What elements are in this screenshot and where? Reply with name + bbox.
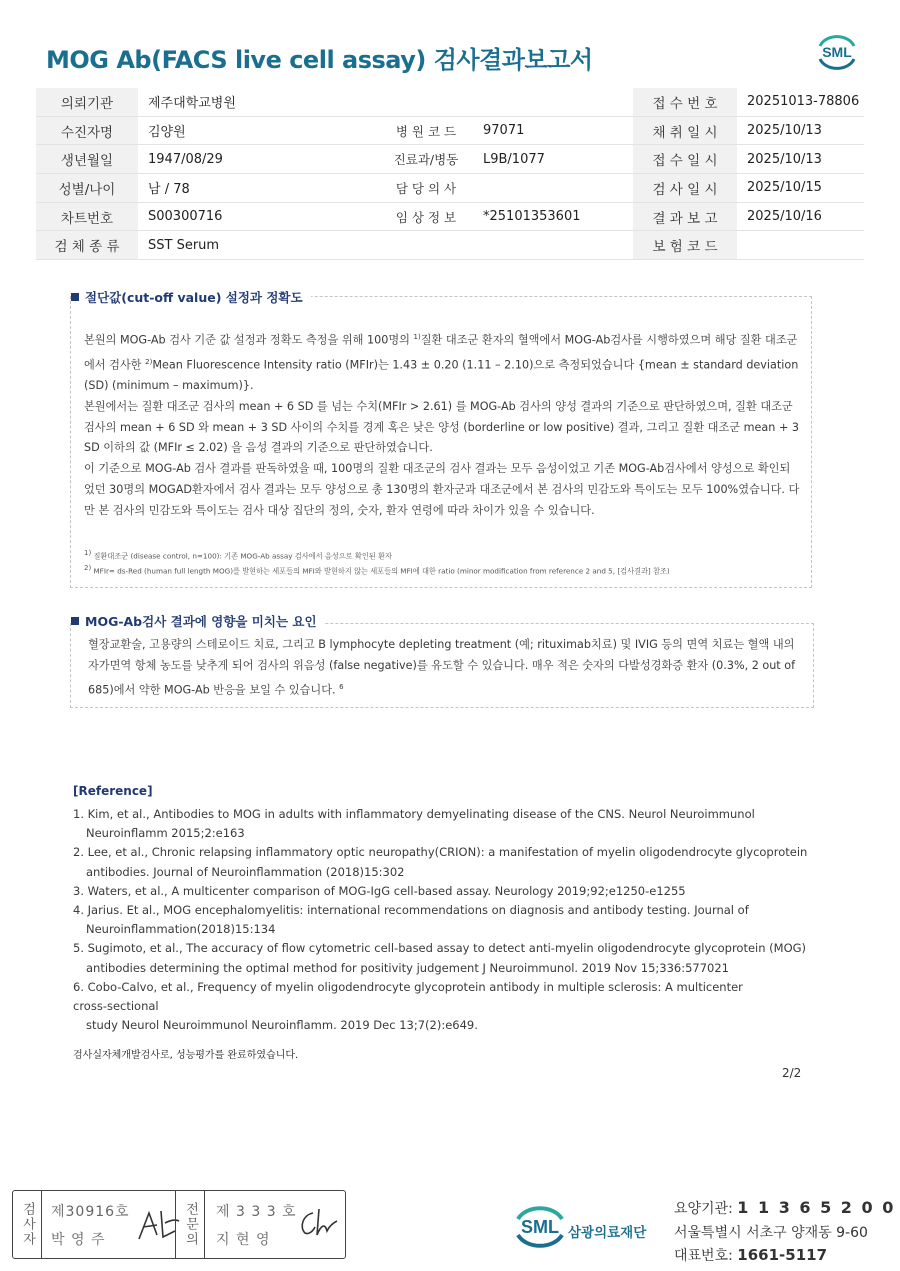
info-label: 성별/나이 — [36, 174, 138, 203]
reference-line: antibodies determining the optimal method for positivity judgement J Neuroimmunol. 2019 Nov 15;336:577021 — [86, 960, 729, 975]
sml-logo-text: SML — [822, 44, 852, 60]
reference-line: 5. Sugimoto, et al., The accuracy of flow cytometric cell-based assay to detect anti-myelin oligodendrocyte glycoprotein (MOG) — [73, 941, 807, 956]
info-value: 20251013-78806 — [737, 88, 864, 116]
info-value: 2025/10/16 — [737, 202, 864, 231]
info-label: 병 원 코 드 — [379, 116, 473, 145]
text-span: 본원의 MOG-Ab 검사 기준 값 설정과 정확도 측정을 위해 100명의 — [84, 333, 410, 347]
footnote-number: 1) — [84, 549, 92, 557]
info-label: 임 상 정 보 — [379, 202, 473, 231]
reference-line: 2. Lee, et al., Chronic relapsing inflammatory optic neuropathy(CRION): a manifestation of myelin oligodendrocyte glycoprotein — [73, 845, 808, 860]
info-value — [473, 174, 633, 203]
info-label: 보 험 코 드 — [633, 231, 737, 260]
reference-line: 3. Waters, et al., A multicenter comparison of MOG-IgG cell-based assay. Neurology 2019;92;e1250-e1255 — [73, 883, 686, 898]
info-label: 검 체 종 류 — [36, 231, 138, 260]
tester-label — [13, 1191, 42, 1258]
page-number: 2/2 — [782, 1066, 802, 1080]
cutoff-paragraph: 이 기준으로 MOG-Ab 검사 결과를 판독하였을 때, 100명의 질환 대조군의 검사 결과는 모두 음성이었고 기존 MOG-Ab검사에서 양성으로 확인되었던 30명의 MOGAD환자에서 검사 결과는 모두 양성으로 총 130명의 환자군과 대조군에서 본 검사의 민감도와 특이도는 모두 100%였습니다. 다만 본 검사의 민감도와 특이도는 검사 대상 집단의 정의, 숫자, 환자 연령에 따라 차이가 있을 수 있습니다. — [84, 462, 800, 517]
info-value: 김양원 — [138, 116, 379, 145]
info-value — [473, 231, 633, 260]
reference-line: 6. Cobo-Calvo, et al., Frequency of myelin oligodendrocyte glycoprotein antibody in multiple sclerosis: A multicenter — [73, 979, 743, 994]
info-row — [36, 88, 864, 116]
phone-label: 대표번호: — [674, 1248, 733, 1264]
info-label: 검 사 일 시 — [633, 174, 737, 203]
footnote-text: 질환대조군 (disease control, n=100): 기존 MOG-Ab assay 검사에서 음성으로 확인된 환자 — [93, 551, 392, 561]
footnote — [84, 562, 800, 577]
reference-line: cross-sectional — [73, 999, 159, 1014]
sml-footer-logo — [510, 1199, 570, 1255]
info-label: 의뢰기관 — [36, 88, 138, 116]
institution-code — [674, 1198, 895, 1218]
reference-line: Neuroinflamm 2015;2:e163 — [86, 826, 245, 841]
cutoff-section-body — [84, 327, 800, 522]
text-span: Mean Fluorescence Intensity ratio (MFIr)는 1.43 ± 0.20 (1.11 – 2.10)으로 측정되었습니다 {mean ± standard deviation (SD) (minimum – maximum)}. — [84, 358, 799, 393]
section-bullet-icon — [71, 293, 79, 301]
institution-code-label: 요양기관: — [674, 1201, 733, 1217]
specialist-signature — [295, 1205, 339, 1243]
info-value: *25101353601 — [473, 202, 633, 231]
reference-line: antibodies. Journal of Neuroinflammation (2018)15:302 — [86, 864, 405, 879]
factors-paragraph — [88, 635, 800, 701]
info-row — [36, 145, 864, 174]
phone-value: 1661-5117 — [737, 1246, 828, 1264]
info-value: 97071 — [473, 116, 633, 145]
reference-line: 4. Jarius. Et al., MOG encephalomyelitis: international recommendations on diagnosis and antibody testing. Journal of — [73, 903, 749, 918]
info-row — [36, 116, 864, 145]
info-label: 접 수 일 시 — [633, 145, 737, 174]
address: 서울특별시 서초구 양재동 9-60 — [674, 1225, 868, 1241]
text-span: 질환 대조군 환자의 혈액에서 MOG-Ab검사를 시행하였으며 해당 질환 대조군에서 검사한 — [84, 333, 798, 372]
factors-section-title-text: MOG-Ab검사 결과에 영향을 미치는 요인 — [85, 614, 317, 629]
footnote-text: MFIr= ds-Red (human full length MOG)를 발현하는 세포들의 MFI와 발현하지 않는 세포들의 MFI에 대한 ratio (minor modification from reference 2 and 5, [검사결과] 참조) — [93, 566, 670, 576]
validation-note: 검사실자체개발검사로, 성능평가를 완료하였습니다. — [73, 1050, 299, 1061]
reference-ref: 6 — [339, 682, 344, 691]
info-label: 담 당 의 사 — [379, 174, 473, 203]
specialist-label-text: 전문의 — [183, 1202, 198, 1247]
footnotes — [84, 547, 800, 578]
info-label: 수진자명 — [36, 116, 138, 145]
signature-stamp — [12, 1190, 346, 1259]
cutoff-paragraph: 본원에서는 질환 대조군 검사의 mean + 6 SD 를 넘는 수치(MFIr > 2.61) 를 MOG-Ab 검사의 양성 결과의 기준으로 판단하였으며, 질환 대조군 검사의 mean + 6 SD 와 mean + 3 SD 사이의 수치를 경계 혹은 낮은 양성 (borderline or low positive) 결과, 그리고 질환 대조군 mean + 3 SD 이하의 값 (MFIr ≤ 2.02) 을 음성 결과의 기준으로 판단하였습니다. — [84, 399, 799, 455]
text-span: 혈장교환술, 고용량의 스테로이드 치료, 그리고 B lymphocyte depleting treatment (예; rituximab치료) 및 IVIG 등의 면역 치료는 혈액 내의 자가면역 항체 농도를 낮추게 되어 검사의 위음성 (false negative)를 유도할 수 있습니다. 매우 적은 숫자의 다발성경화증 환자 (0.3%, 2 out of 685)에서 약한 MOG-Ab 반응을 보일 수 있습니다. — [88, 638, 796, 697]
institution-code-value: 1 1 3 6 5 2 0 0 — [737, 1198, 896, 1217]
info-label — [379, 231, 473, 260]
info-label: 차트번호 — [36, 202, 138, 231]
info-value — [737, 231, 864, 260]
info-value: S00300716 — [138, 202, 379, 231]
footnote — [84, 547, 800, 562]
foundation-name: 삼광의료재단 — [568, 1225, 647, 1241]
footnote-ref: 1) — [413, 333, 421, 341]
info-value: 2025/10/13 — [737, 116, 864, 145]
specialist-license: 제 3 3 3 호 — [216, 1204, 297, 1220]
cutoff-paragraph — [84, 327, 800, 397]
factors-section-title — [71, 612, 325, 630]
tester-license: 제30916호 — [51, 1204, 130, 1220]
info-label: 접 수 번 호 — [633, 88, 737, 116]
cutoff-section-title — [71, 288, 311, 306]
info-value: 남 / 78 — [138, 174, 379, 203]
info-value: 2025/10/13 — [737, 145, 864, 174]
info-label: 결 과 보 고 — [633, 202, 737, 231]
info-value: 2025/10/15 — [737, 174, 864, 203]
section-bullet-icon — [71, 617, 79, 625]
patient-info-table — [36, 88, 864, 260]
reference-line: Neuroinflammation(2018)15:134 — [86, 922, 276, 937]
footnote-ref: 2) — [145, 357, 153, 366]
sml-logo — [814, 32, 860, 72]
info-row — [36, 231, 864, 260]
factors-section-body — [88, 635, 800, 701]
info-label: 진료과/병동 — [379, 145, 473, 174]
tester-name: 박 영 주 — [51, 1232, 106, 1248]
info-row — [36, 202, 864, 231]
cutoff-section-title-text: 절단값(cut-off value) 설정과 정확도 — [85, 290, 303, 305]
sml-footer-logo-text: SML — [521, 1217, 559, 1237]
reference-title: [Reference] — [73, 784, 153, 798]
reference-list — [73, 805, 813, 1035]
tester-label-text: 검사자 — [20, 1202, 35, 1247]
info-value: L9B/1077 — [473, 145, 633, 174]
info-value: SST Serum — [138, 231, 379, 260]
info-label: 채 취 일 시 — [633, 116, 737, 145]
footnote-number: 2) — [84, 564, 92, 573]
info-value: 1947/08/29 — [138, 145, 379, 174]
reference-line: 1. Kim, et al., Antibodies to MOG in adults with inflammatory demyelinating disease of the CNS. Neurol Neuroimmunol — [73, 807, 755, 821]
info-label — [379, 88, 473, 116]
info-value: 제주대학교병원 — [138, 88, 379, 116]
report-title: MOG Ab(FACS live cell assay) 검사결과보고서 — [46, 46, 593, 74]
phone — [674, 1245, 827, 1265]
info-row — [36, 174, 864, 203]
specialist-name: 지 현 영 — [216, 1232, 271, 1248]
info-value — [473, 88, 633, 116]
info-label: 생년월일 — [36, 145, 138, 174]
reference-line: study Neurol Neuroimmunol Neuroinflamm. 2019 Dec 13;7(2):e649. — [86, 1018, 478, 1033]
specialist-label — [175, 1191, 205, 1258]
